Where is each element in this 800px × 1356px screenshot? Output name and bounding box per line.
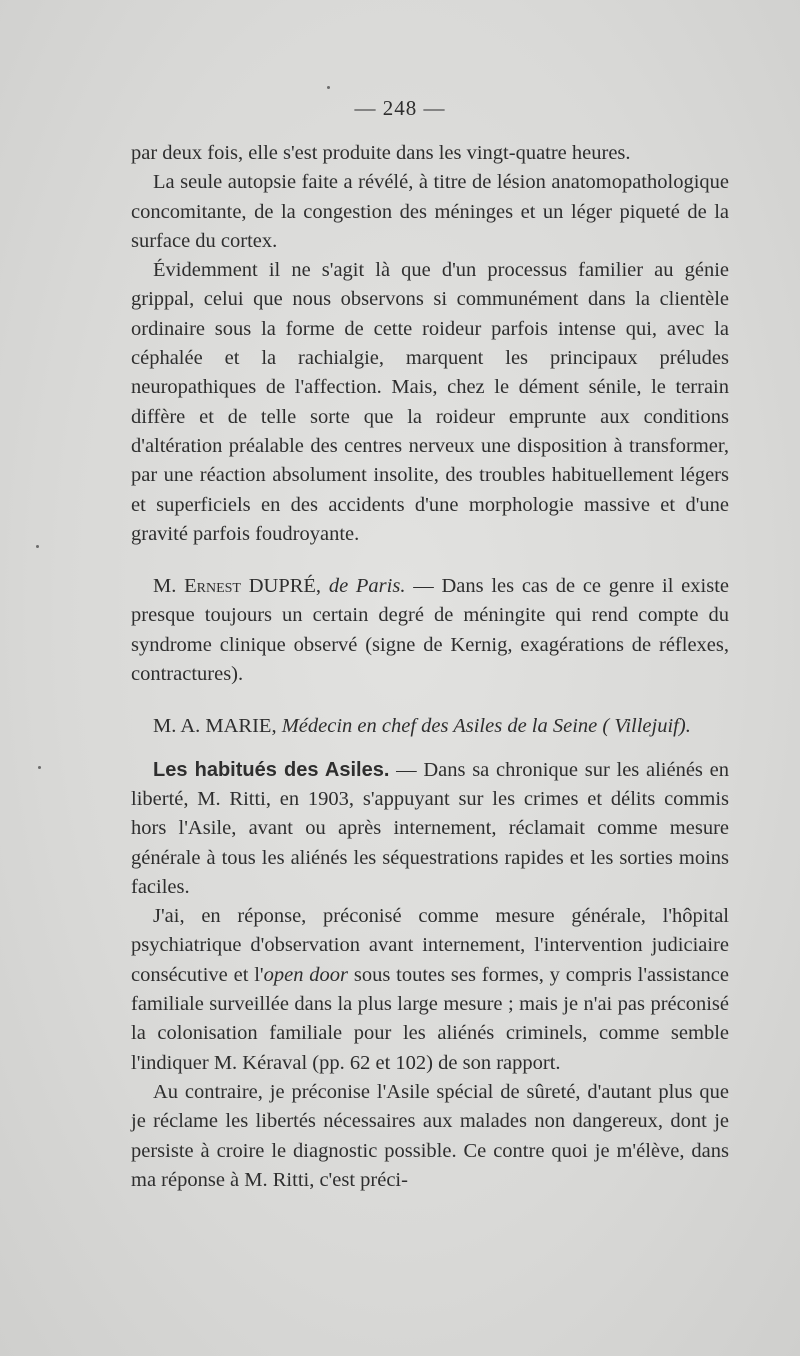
body-text — [131, 139, 729, 1195]
author-name: M. A. MARIE, — [153, 715, 282, 738]
paper-speck — [327, 86, 330, 89]
paper-speck — [38, 766, 41, 769]
speaker-last-name: DUPRÉ, — [240, 575, 329, 598]
speaker-first-name: Ernest — [184, 575, 241, 598]
section-text: — Dans sa chronique sur les aliénés en liberté, M. Ritti, en 1903, s'appuyant sur les crimes et délits commis hors l'Asile, avant ou après internement, réclamait comme mesure générale à tous les aliénés les séquestrations rapides et les sorties moins faciles. — [131, 758, 729, 898]
speaker-prefix: M. — [153, 575, 185, 598]
paragraph: La seule autopsie faite a révélé, à titre de lésion anatomopathologique concomitante, de la congestion des méninges et un léger piqueté de la surface du cortex. — [131, 171, 729, 252]
paragraph: par deux fois, elle s'est produite dans les vingt-quatre heures. — [131, 142, 631, 164]
author-title: Médecin en chef des Asiles de la Seine ( Villejuif). — [281, 715, 691, 738]
reply-italic-term: open door — [263, 963, 349, 986]
intervention-text: — Dans les cas de ce genre il existe presque toujours un certain degré de méningite qui rend compte du syndrome clinique observé (signe de Kernig, exagérations de réflexes, contractures). — [131, 575, 729, 686]
dupre-intervention — [131, 572, 729, 689]
reply-paragraph — [131, 902, 729, 1078]
page-number: — 248 — — [354, 96, 446, 120]
reply-text-after: sous toutes ses formes, y compris l'assistance familiale surveillée dans la plus large mesure ; mais je n'ai pas préconisé la colonisation familiale pour les aliénés criminels, comme semble l'indiquer M. Kéraval (pp. 62 et 102) de son rapport. — [131, 963, 729, 1074]
section-paragraph — [131, 756, 729, 902]
paper-speck — [36, 545, 39, 548]
speaker-place: de Paris. — [328, 575, 406, 598]
reply-text-before: J'ai, en réponse, préconisé comme mesure générale, l'hôpital psychiatrique d'observation avant internement, l'intervention judiciaire consécutive et l' — [131, 905, 729, 986]
section-heading: Les habitués des Asiles. — [153, 758, 390, 781]
paragraph: Évidemment il ne s'agit là que d'un processus familier au génie grippal, celui que nous observons si communément dans la clientèle ordinaire sous la forme de cette roideur parfois intense qui, avec la céphalée et la rachialgie, marquent les principaux préludes neuropathiques de l'affection. Mais, chez le dément sénile, le terrain diffère et de telle sorte que la roideur emprunte aux conditions d'altération préalable des centres nerveux une disposition à transformer, par une réaction absolument insolite, des troubles habituellement légers et superficiels en des accidents d'une morphologie massive et d'une gravité parfois foudroyante. — [131, 259, 729, 545]
closing-paragraph: Au contraire, je préconise l'Asile spécial de sûreté, d'autant plus que je réclame les libertés nécessaires aux malades non dangereux, dont je persiste à croire le diagnostic possible. Ce contre quoi je m'élève, dans ma réponse à M. Ritti, c'est préci- — [131, 1080, 729, 1191]
marie-byline — [131, 712, 729, 741]
